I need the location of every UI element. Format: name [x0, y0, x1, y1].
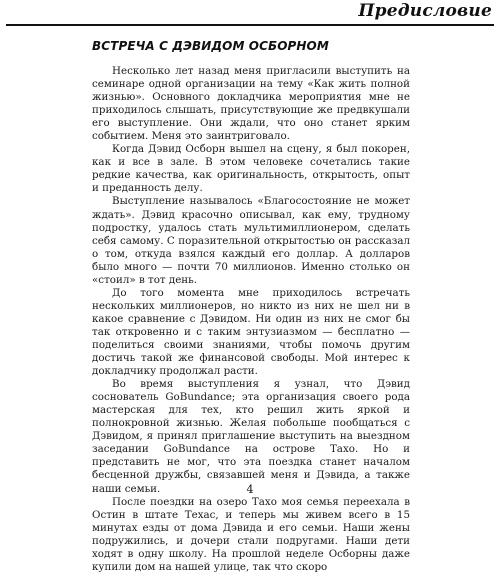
page-number: 4 — [246, 483, 254, 496]
chapter-heading: ВСТРЕЧА С ДЭВИДОМ ОСБОРНОМ — [92, 39, 329, 53]
paragraph: После поездки на озеро Тахо моя семья переехала в Остин в штате Техас, и теперь мы живем всего в 15 минутах езды от дома Дэвида и его семьи. Наши жены подружились, и дочери стали подругами. Наши дети ходят в одну школу. На прошлой неделе Осборны даже купили дом на нашей улице, так что скоро — [92, 495, 410, 573]
body-text — [92, 65, 410, 574]
paragraph: Выступление называлось «Благосостояние не может ждать». Дэвид красочно описывал, как ему, трудному подростку, удалось стать мультимиллионером, сделать себя самому. С поразительной открытостью он рассказал о том, откуда взялся каждый его доллар. А долларов было много — почти 70 миллионов. Именно столько он «стоил» в тот день. — [92, 195, 410, 286]
running-header-title: Предисловие — [358, 1, 492, 21]
running-header — [6, 0, 494, 26]
paragraph: Во время выступления я узнал, что Дэвид соснователь GoBundance; эта организация своего рода мастерская для тех, кто решил жить яркой и полнокровной жизнью. Желая побольше пообщаться с Дэвидом, я принял приглашение выступить на выездном заседании GoBundance на острове Тахо. Но и представить не мог, что эта поездка станет началом бесценной дружбы, связавшей меня и Дэвида, а также наши семьи. — [92, 378, 410, 495]
paragraph: Когда Дэвид Осборн вышел на сцену, я был покорен, как и все в зале. В этом человеке сочетались такие редкие качества, как оригинальность, открытость, опыт и преданность делу. — [92, 143, 410, 195]
paragraph: Несколько лет назад меня пригласили выступить на семинаре одной организации на тему «Как жить полной жизнью». Основного докладчика мероприятия мне не приходилось слышать, присутствующие же предвкушали его выступление. Они ждали, что оно станет ярким событием. Меня это заинтриговало. — [92, 65, 410, 143]
paragraph: До того момента мне приходилось встречать нескольких миллионеров, но никто из них не шел ни в какое сравнение с Дэвидом. Ни один из них не смог бы так откровенно и с таким энтузиазмом — бесплатно — поделиться своими знаниями, чтобы помочь другим достичь такой же финансовой свободы. Мой интерес к докладчику продолжал расти. — [92, 286, 410, 378]
